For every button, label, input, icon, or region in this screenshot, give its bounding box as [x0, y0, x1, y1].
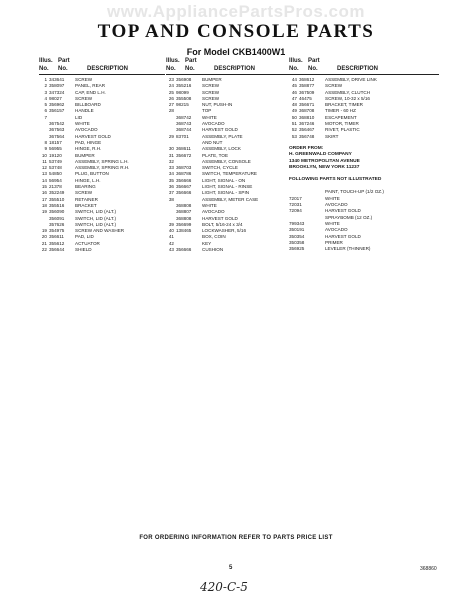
part-description: LOCKWASHER, 5/16 — [202, 228, 246, 234]
illus-number: 50 — [291, 114, 297, 120]
illus-number: 13 — [41, 171, 47, 177]
part-description: LIGHT, SIGNAL - ON — [202, 177, 246, 183]
part-description: MOTOR, TIMER — [325, 121, 359, 127]
illus-number: 36 — [168, 184, 174, 190]
part-description: PLUG, BUTTON — [75, 171, 109, 177]
part-description: SWITCH, LID (ALT.) — [75, 221, 117, 227]
part-description: KEY — [202, 240, 212, 246]
illus-number: 48 — [291, 102, 297, 108]
illus-number: 32 — [168, 158, 174, 164]
part-number: 367563 — [49, 127, 65, 133]
illus-number: 18 — [41, 202, 47, 208]
part-description: LEVELER (THINNER) — [325, 246, 371, 252]
part-number: 368810 — [299, 114, 315, 120]
part-description: BILLBOARD — [75, 102, 101, 108]
part-description: HARVEST GOLD — [325, 233, 361, 239]
part-no-header: No. — [308, 66, 318, 72]
part-description: WHITE — [202, 202, 217, 208]
part-number: 72031 — [289, 202, 302, 208]
part-description: WHITE — [202, 114, 217, 120]
part-description: SCREW — [202, 95, 220, 101]
illus-number: 6 — [44, 108, 47, 114]
part-description: ASSEMBLY, DRIVE LINK — [325, 77, 377, 82]
illus-number: 9 — [44, 146, 47, 152]
model-subtitle: For Model CKB1400W1 — [186, 47, 286, 57]
illus-number: 2 — [44, 83, 47, 89]
part-number: 356672 — [176, 152, 192, 158]
part-description: SHIELD — [75, 247, 92, 253]
part-number: 83701 — [176, 133, 189, 139]
part-number: 54850 — [49, 171, 62, 177]
part-description: AVOCADO — [202, 121, 225, 127]
illus-number: 47 — [291, 95, 297, 101]
part-number: 56954 — [49, 177, 62, 183]
part-description: AVOCADO — [325, 202, 348, 208]
illus-number: 8 — [44, 139, 47, 145]
part-description: ESCAPEMENT — [325, 114, 357, 120]
illus-number: 3 — [44, 89, 47, 95]
part-header: Part — [308, 58, 320, 64]
part-no-header: No. — [58, 66, 68, 72]
illus-number: 10 — [41, 152, 47, 158]
part-description: TIMER - 60 HZ — [325, 108, 356, 114]
part-description: WHITE — [325, 195, 340, 201]
part-number: 368744 — [176, 127, 192, 133]
illus-number: 30 — [168, 146, 174, 152]
part-description: SCREW — [75, 77, 93, 82]
part-description: HANDLE — [75, 108, 94, 114]
illus-number: 35 — [168, 177, 174, 183]
part-number: 343641 — [49, 77, 65, 82]
illus-number: 22 — [41, 247, 47, 253]
part-number: 356091 — [49, 215, 65, 221]
illus-number: 21 — [41, 240, 47, 246]
part-description: PAD, LID — [75, 234, 94, 240]
part-number: 355612 — [49, 240, 65, 246]
part-number: 356699 — [176, 221, 192, 227]
part-number: 368612 — [299, 77, 315, 82]
part-description: SWITCH, TEMPERATURE — [202, 171, 257, 177]
part-number: 358097 — [49, 83, 65, 89]
part-description: AVOCADO — [75, 127, 98, 133]
part-description: CUSHION — [202, 247, 224, 253]
illus-number: 44 — [291, 77, 297, 82]
part-no-header: No. — [185, 66, 195, 72]
part-description: CAP, END L.H. — [75, 89, 106, 95]
part-number: 368703 — [176, 165, 192, 171]
illus-number: 14 — [41, 177, 47, 183]
illus-number: 42 — [168, 240, 174, 246]
part-number: 356671 — [299, 102, 315, 108]
parts-list — [39, 77, 165, 253]
part-number: 368807 — [176, 209, 192, 215]
illus-number: 12 — [41, 165, 47, 171]
part-description: AVOCADO — [325, 227, 348, 233]
page-number: 5 — [229, 565, 233, 571]
illus-number: 39 — [168, 221, 174, 227]
illus-header: Illus. — [39, 58, 53, 64]
page-title: TOP AND CONSOLE PARTS — [97, 21, 375, 42]
illus-number: 15 — [41, 184, 47, 190]
illus-number: 46 — [291, 89, 297, 95]
part-number: 368808 — [176, 215, 192, 221]
part-number: 356611 — [49, 234, 64, 240]
part-description: SKIRT — [325, 133, 339, 139]
illus-number: 49 — [291, 108, 297, 114]
part-number: 21378 — [49, 184, 62, 190]
handwritten-note: 420-C-5 — [200, 580, 248, 594]
illus-number: 4 — [44, 95, 47, 101]
part-number: 98099 — [176, 89, 189, 95]
illus-number: 16 — [41, 190, 47, 196]
part-number: 356644 — [49, 247, 65, 253]
part-number: 46475 — [299, 95, 312, 101]
part-description: PRIMER — [325, 239, 343, 245]
part-number: 56955 — [49, 146, 62, 152]
part-description: HARVEST GOLD — [75, 133, 111, 139]
part-header: Part — [185, 58, 197, 64]
document-code: 368860 — [420, 566, 437, 572]
part-number: 355516 — [49, 202, 65, 208]
illus-header: Illus. — [166, 58, 180, 64]
part-description: SCREW — [202, 89, 220, 95]
description-header: DESCRIPTION — [214, 66, 256, 72]
part-description: RETAINER — [75, 196, 98, 202]
part-number: 356666 — [176, 190, 192, 196]
illus-number: 51 — [291, 121, 297, 127]
part-number: 355508 — [176, 95, 192, 101]
part-number: 799343 — [289, 220, 305, 226]
part-description: ASSEMBLY, METER CASE — [202, 196, 259, 202]
illus-number: 7 — [44, 114, 47, 120]
illus-number: 45 — [291, 83, 297, 89]
order-from-company: H. GREENWALD COMPANY — [289, 152, 352, 158]
part-description: SCREW — [202, 83, 220, 89]
illus-number: 5 — [44, 102, 47, 108]
part-description: RIVET, PLASTIC — [325, 127, 360, 133]
part-description: SCREW, 10-32 x 5/16 — [325, 95, 370, 101]
part-description: SWITCH, LID (ALT.) — [75, 215, 117, 221]
illus-number: 26 — [168, 95, 174, 101]
part-description: BRACKET, TIMER — [325, 102, 363, 108]
part-number: 350191 — [289, 227, 305, 233]
illus-number: 43 — [168, 247, 174, 253]
illus-number: 27 — [168, 102, 174, 108]
part-number: 356908 — [176, 77, 192, 82]
part-description: ASSEMBLY, SPRING L.H. — [75, 158, 129, 164]
part-number: 356666 — [176, 247, 192, 253]
part-number: 356748 — [299, 133, 315, 139]
part-number: 98027 — [49, 95, 62, 101]
part-description: SWITCH, LID (ALT.) — [75, 209, 117, 215]
illus-number: 20 — [41, 234, 47, 240]
part-number: 98215 — [176, 102, 189, 108]
illus-number: 1 — [44, 77, 47, 82]
part-number: 367509 — [299, 89, 315, 95]
column-header — [166, 58, 289, 75]
part-description: LIGHT, SIGNAL - RINSE — [202, 184, 253, 190]
parts-list — [166, 77, 289, 253]
part-header: Part — [58, 58, 70, 64]
not-illustrated-row — [289, 246, 439, 252]
part-number: 356666 — [176, 177, 192, 183]
part-description: ACTUATOR — [75, 240, 100, 246]
part-description: BOLT, 5/16-24 x 3/4 — [202, 221, 243, 227]
part-description: ASSEMBLY, CONSOLE — [202, 158, 251, 164]
illus-number: 34 — [168, 171, 174, 177]
parts-list — [289, 77, 439, 140]
part-description: HARVEST GOLD — [202, 215, 238, 221]
part-number: 368742 — [176, 114, 192, 120]
illus-number: 40 — [168, 228, 174, 234]
part-number: 356925 — [289, 246, 305, 252]
part-description: BOX, COIN — [202, 234, 226, 240]
part-number: 368786 — [176, 171, 192, 177]
part-description: BUMPER — [75, 152, 95, 158]
parts-row — [289, 134, 439, 140]
part-number: 367246 — [299, 121, 315, 127]
part-description: BUMPER — [202, 77, 222, 82]
column-header — [289, 58, 439, 75]
part-description: HARVEST GOLD — [202, 127, 238, 133]
parts-column-2 — [166, 58, 289, 253]
part-number: 72017 — [289, 195, 302, 201]
description-header: DESCRIPTION — [337, 66, 379, 72]
order-from-street: 1340 METROPOLITAN AVENUE — [289, 158, 360, 164]
illus-no-header: No. — [39, 66, 49, 72]
part-description: SPRAYBOMB (12 OZ.) — [325, 214, 373, 220]
illus-no-header: No. — [289, 66, 299, 72]
part-number: 356090 — [49, 209, 65, 215]
illus-number: 17 — [41, 196, 47, 202]
illus-number: 38 — [168, 196, 174, 202]
part-number: 367542 — [49, 121, 65, 127]
watermark: www.AppliancePartsPros.com — [107, 2, 365, 21]
part-description: LIGHT, SIGNAL - SPIN — [202, 190, 250, 196]
parts-row — [39, 247, 165, 253]
part-description: ASSEMBLY, SPRING R.H. — [75, 165, 130, 171]
part-number: 358877 — [299, 83, 315, 89]
illus-header: Illus. — [289, 58, 303, 64]
illus-number: 19 — [41, 209, 47, 215]
part-description: AND NUT — [202, 139, 223, 145]
illus-number: 25 — [168, 89, 174, 95]
parts-column-1 — [39, 58, 165, 253]
column-header — [39, 58, 165, 75]
part-description: NUT, PUSH-IN — [202, 102, 233, 108]
part-description: ASSEMBLY, PLATE — [202, 133, 243, 139]
part-description: PAD, HINGE — [75, 139, 102, 145]
illus-number: 33 — [168, 165, 174, 171]
part-number: 138465 — [176, 228, 192, 234]
part-number: 356667 — [176, 184, 192, 190]
illus-number: 24 — [168, 83, 174, 89]
part-number: 355216 — [176, 83, 192, 89]
illus-number: 23 — [168, 77, 174, 82]
order-from-heading: ORDER FROM: — [289, 145, 324, 151]
illus-number: 41 — [168, 234, 174, 240]
illus-no-header: No. — [166, 66, 176, 72]
part-number: 53749 — [49, 158, 62, 164]
part-description: PANEL, REAR — [75, 83, 106, 89]
part-description: HINGE, L.H. — [75, 177, 101, 183]
part-description: ASSEMBLY, LOCK — [202, 146, 241, 152]
ordering-footer: FOR ORDERING INFORMATION REFER TO PARTS PRICE LIST — [139, 535, 333, 541]
part-number: 352249 — [49, 190, 65, 196]
part-description: HARVEST GOLD — [325, 208, 361, 214]
parts-row — [166, 247, 289, 253]
illus-number: 19 — [41, 228, 47, 234]
illus-number: 53 — [291, 133, 297, 139]
part-description: PAINT, TOUCH-UP (1/2 OZ.) — [325, 189, 384, 195]
part-description: WHITE — [325, 220, 340, 226]
part-description: PLATE, TOE — [202, 152, 229, 158]
part-description: SCREW AND WASHER — [75, 228, 125, 234]
part-number: 354975 — [49, 228, 65, 234]
part-number: 357626 — [49, 221, 65, 227]
part-description: SCREW — [75, 190, 93, 196]
part-description: WHITE — [75, 121, 90, 127]
part-number: 53748 — [49, 165, 62, 171]
part-number: 368808 — [176, 202, 192, 208]
part-number: 356467 — [299, 127, 315, 133]
order-from-city: BROOKLYN, NEW YORK 11237 — [289, 164, 360, 170]
illus-number: 52 — [291, 127, 297, 133]
part-description: BEARING — [75, 184, 96, 190]
part-number: 350354 — [289, 233, 305, 239]
part-description: SCREW — [75, 95, 93, 101]
illus-number: 29 — [168, 133, 174, 139]
illus-number: 31 — [168, 152, 174, 158]
not-illustrated-list — [289, 189, 439, 252]
part-description: HINGE, R.H. — [75, 146, 102, 152]
description-header: DESCRIPTION — [87, 66, 129, 72]
part-number: 355510 — [49, 196, 65, 202]
part-number: 368708 — [299, 108, 315, 114]
part-number: 368611 — [176, 146, 191, 152]
parts-column-3 — [289, 58, 439, 252]
part-description: BRACKET — [75, 202, 97, 208]
part-number: 356962 — [49, 102, 65, 108]
illus-number: 28 — [168, 108, 174, 114]
part-number: 18157 — [49, 139, 62, 145]
part-number: 350358 — [289, 239, 305, 245]
part-description: SWITCH, CYCLE — [202, 165, 238, 171]
part-description: LID — [75, 114, 83, 120]
part-number: 347324 — [49, 89, 65, 95]
part-number: 368743 — [176, 121, 192, 127]
part-description: TOP — [202, 108, 212, 114]
part-number: 367564 — [49, 133, 65, 139]
part-description: AVOCADO — [202, 209, 225, 215]
part-number: 72094 — [289, 208, 302, 214]
part-number: 19120 — [49, 152, 62, 158]
part-number: 356157 — [49, 108, 65, 114]
part-description: SCREW — [325, 83, 343, 89]
illus-number: 11 — [42, 158, 47, 164]
part-description: ASSEMBLY, CLUTCH — [325, 89, 371, 95]
illus-number: 37 — [168, 190, 174, 196]
not-illustrated-heading: FOLLOWING PARTS NOT ILLUSTRATED — [289, 177, 382, 183]
